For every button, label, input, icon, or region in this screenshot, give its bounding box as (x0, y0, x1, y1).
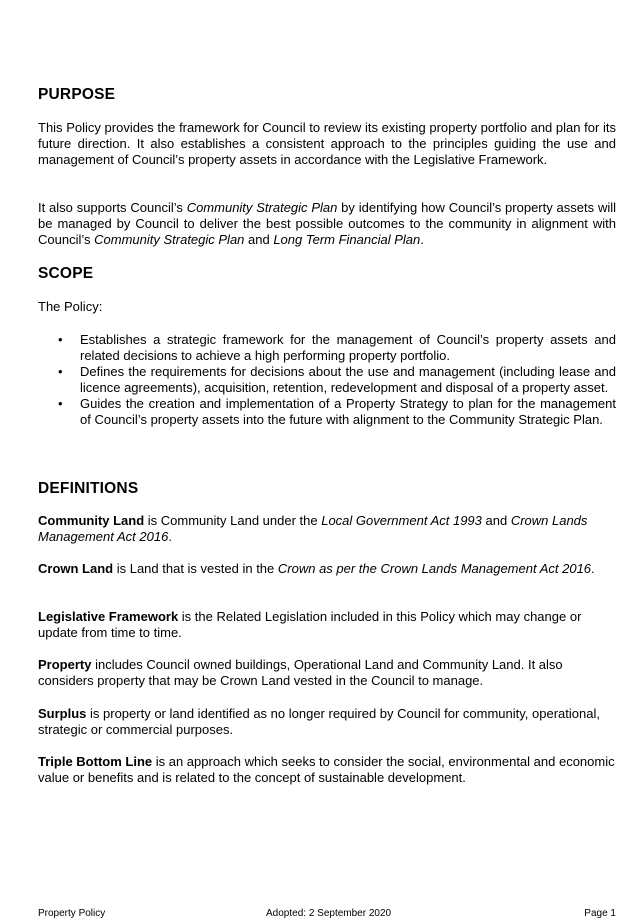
definition-surplus (38, 706, 616, 738)
list-item (38, 332, 616, 364)
italic-run: Crown as per the Crown Lands Management Act 2016 (277, 561, 592, 576)
italic-run: Local Government Act 1993 (321, 513, 482, 528)
text-run: is an approach which seeks to consider the social, environmental and economic value or benefits and is related to the concept of sustainable development. (38, 754, 615, 785)
list-item (38, 396, 616, 428)
list-item-text: Defines the requirements for decisions about the use and management (including lease and licence agreements), acquisition, retention, redevelopment and disposal of a property asset. (80, 364, 616, 395)
definition-term: Triple Bottom Line (38, 754, 153, 769)
bullet-icon: • (58, 396, 63, 411)
definition-term: Community Land (38, 513, 145, 528)
definitions-heading: DEFINITIONS (38, 480, 139, 497)
purpose-heading: PURPOSE (38, 86, 116, 103)
footer-left: Property Policy (38, 908, 106, 919)
text-run: . (591, 561, 595, 576)
definition-triple-bottom-line (38, 754, 616, 786)
definition-term: Surplus (38, 706, 87, 721)
text-run: is Community Land under the (144, 513, 322, 528)
definition-legislative-framework (38, 609, 616, 641)
bullet-icon: • (58, 364, 63, 379)
text-run: by identifying how Council’s property assets will be managed by Council to deliver the best possible outcomes to the community in alignment with Council’s (38, 200, 616, 247)
list-item-text: Guides the creation and implementation of a Property Strategy to plan for the management of Council’s property assets into the future with alignment to the Community Strategic Plan. (80, 396, 616, 427)
italic-run: Long Term Financial Plan (273, 232, 421, 247)
italic-run: Crown Lands Management Act 2016 (38, 513, 588, 544)
text-run: is property or land identified as no longer required by Council for community, operational, strategic or commercial purposes. (38, 706, 600, 737)
text-run: . (168, 529, 172, 544)
text-run: is the Related Legislation included in this Policy which may change or update from time to time. (38, 609, 582, 640)
definition-community-land (38, 513, 616, 545)
text-run: is Land that is vested in the (113, 561, 278, 576)
bullet-icon: • (58, 332, 63, 347)
italic-run: Community Strategic Plan (186, 200, 338, 215)
definition-crown-land (38, 561, 616, 577)
definition-term: Property (38, 657, 92, 672)
scope-list (38, 332, 616, 428)
definition-term: Legislative Framework (38, 609, 179, 624)
scope-heading: SCOPE (38, 265, 94, 282)
text-run: It also supports Council’s (38, 200, 187, 215)
purpose-paragraph-1: This Policy provides the framework for Council to review its existing property portfolio and plan for its future direction. It also establishes a consistent approach to the principles guiding the use and management of Council’s property assets in accordance with the Legislative Framework. (38, 120, 616, 167)
purpose-paragraph-2 (38, 200, 616, 248)
list-item-text: Establishes a strategic framework for the management of Council’s property assets and related decisions to achieve a high performing property portfolio. (80, 332, 616, 363)
footer-page-number: Page 1 (584, 908, 616, 919)
definition-property (38, 657, 616, 689)
footer-center: Adopted: 2 September 2020 (266, 908, 392, 919)
list-item (38, 364, 616, 396)
text-run: and (481, 513, 511, 528)
scope-intro: The Policy: (38, 299, 103, 314)
text-run: and (244, 232, 274, 247)
text-run: includes Council owned buildings, Operational Land and Community Land. It also considers property that may be Crown Land vested in the Council to manage. (38, 657, 563, 688)
text-run: . (420, 232, 424, 247)
definition-term: Crown Land (38, 561, 114, 576)
italic-run: Community Strategic Plan (94, 232, 245, 247)
